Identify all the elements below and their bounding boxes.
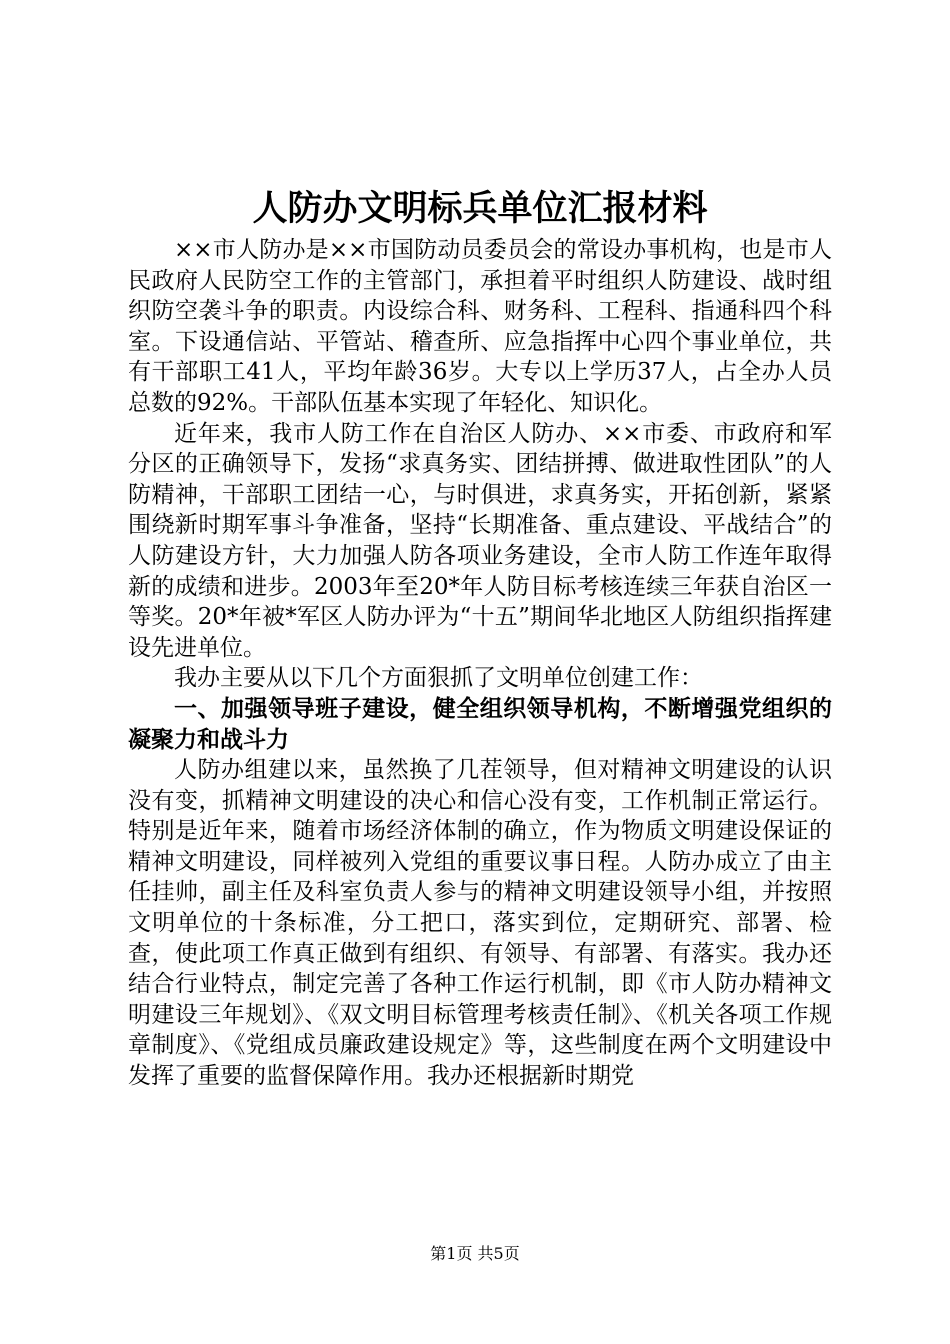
paragraph-section-body: 人防办组建以来，虽然换了几茬领导，但对精神文明建设的认识没有变，抓精神文明建设的决心和信心没有变，工作机制正常运行。特别是近年来，随着市场经济体制的确立，作为物质文明建设保证的精神文明建设，同样被列入党组的重要议事日程。人防办成立了由主任挂帅，副主任及科室负责人参与的精神文明建设领导小组，并按照文明单位的十条标准，分工把口，落实到位，定期研究、部署、检查，使此项工作真正做到有组织、有领导、有部署、有落实。我办还结合行业特点，制定完善了各种工作运行机制，即《市人防办精神文明建设三年规划》、《双文明目标管理考核责任制》、《机关各项工作规章制度》、《党组成员廉政建设规定》等，这些制度在两个文明建设中发挥了重要的监督保障作用。我办还根据新时期党 [128,757,832,1090]
document-title: 人防办文明标兵单位汇报材料 [252,188,708,229]
section-heading: 一、加强领导班子建设，健全组织领导机构，不断增强党组织的凝聚力和战斗力 [128,695,832,753]
page-number-footer: 第1页 共5页 [430,1244,520,1263]
document-body [128,185,832,1092]
paragraph-achievements: 近年来，我市人防工作在自治区人防办、××市委、市政府和军分区的正确领导下，发扬“求真务实、团结拼搏、做进取性团队”的人防精神，干部职工团结一心，与时俱进，求真务实，开拓创新，紧紧围绕新时期军事斗争准备，坚持“长期准备、重点建设、平战结合”的人防建设方针，大力加强人防各项业务建设，全市人防工作连年取得新的成绩和进步。2003年至20*年人防目标考核连续三年获自治区一等奖。20*年被*军区人防办评为“十五”期间华北地区人防组织指挥建设先进单位。 [128,420,832,661]
paragraph-transition: 我办主要从以下几个方面狠抓了文明单位创建工作： [174,665,703,692]
paragraph-intro: ××市人防办是××市国防动员委员会的常设办事机构，也是市人民政府人民防空工作的主管部门，承担着平时组织人防建设、战时组织防空袭斗争的职责。内设综合科、财务科、工程科、指通科四个科室。下设通信站、平管站、稽查所、应急指挥中心四个事业单位，共有干部职工41人，平均年龄36岁。大专以上学历37人，占全办人员总数的92%。干部队伍基本实现了年轻化、知识化。 [128,237,832,416]
